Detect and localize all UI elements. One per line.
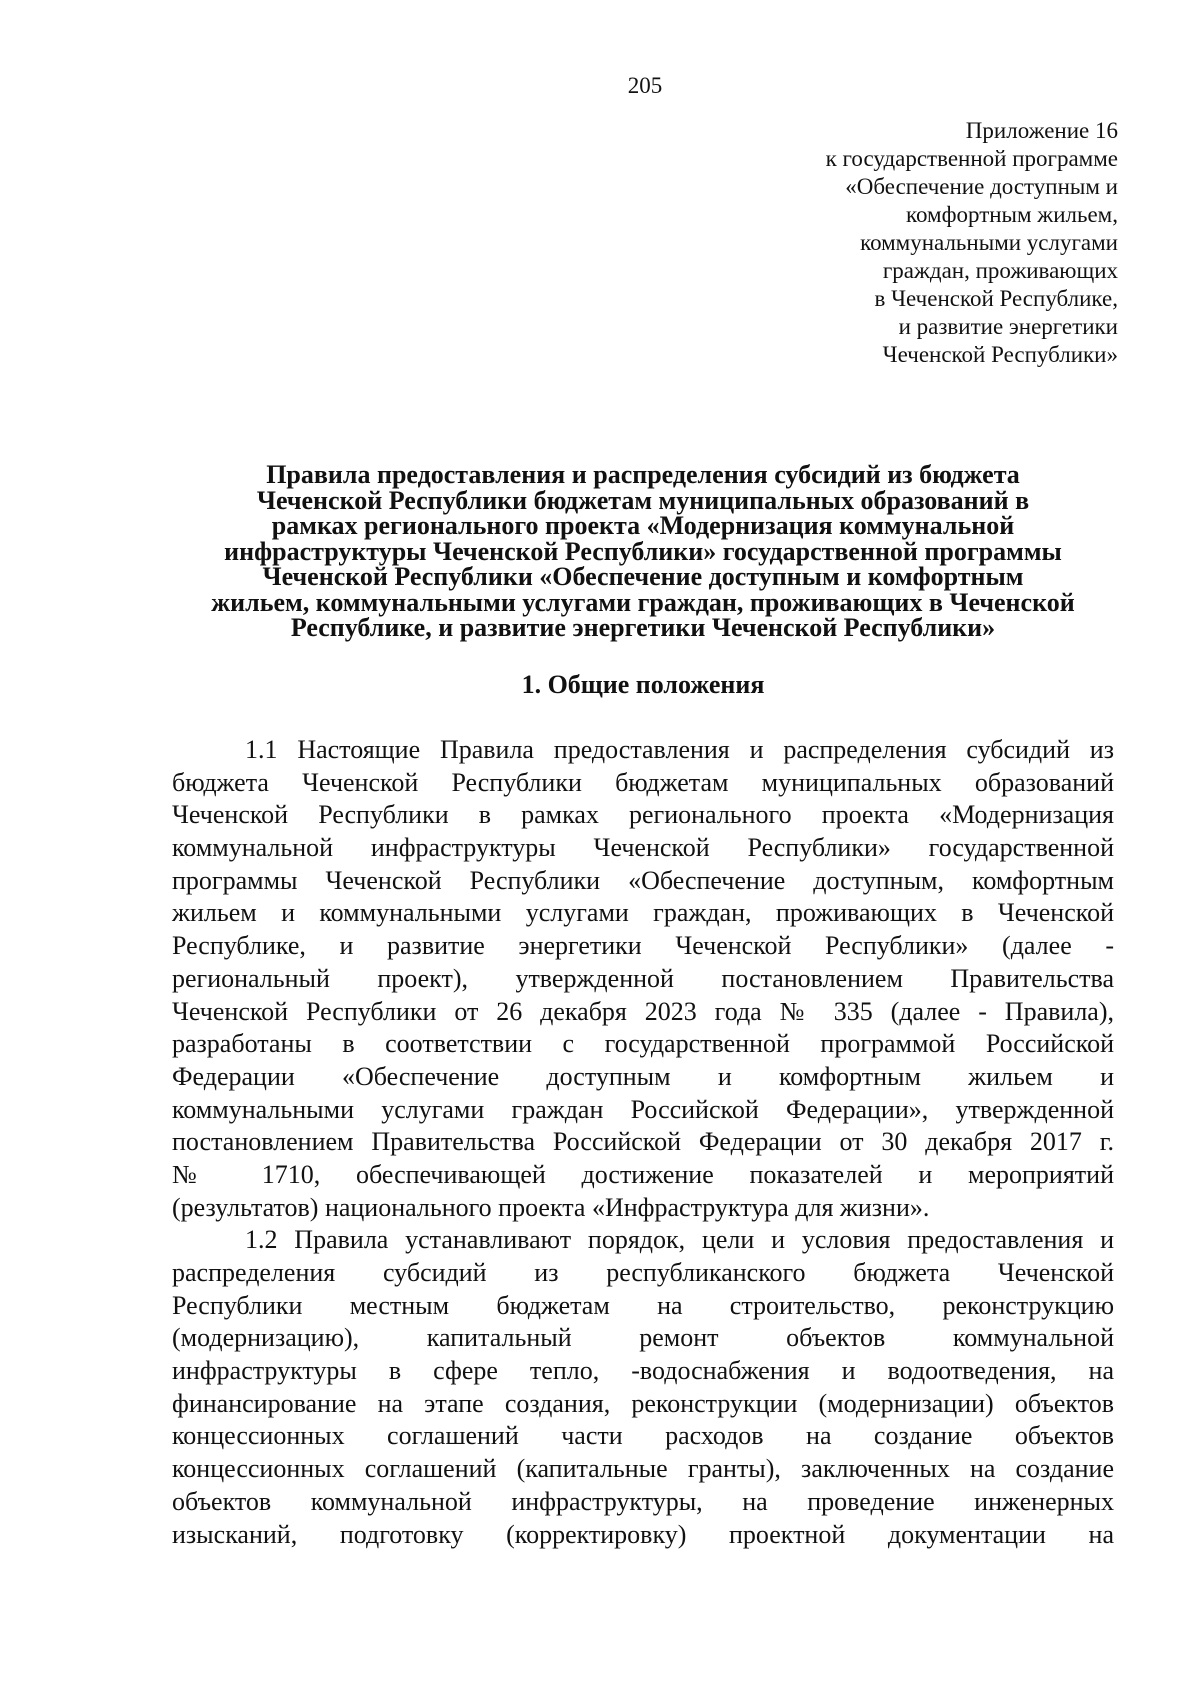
title-line: Чеченской Республики «Обеспечение доступным и комфортным — [262, 562, 1024, 591]
title-line: Правила предоставления и распределения субсидий из бюджета — [266, 460, 1020, 489]
appendix-line: и развитие энергетики — [898, 314, 1118, 339]
paragraph-line: региональный проект), утвержденной постановлением Правительства — [172, 963, 1114, 993]
appendix-line: комфортным жильем, — [905, 202, 1118, 227]
title-line: Республике, и развитие энергетики Чеченской Республики» — [290, 613, 996, 642]
paragraph-line: 1.2 Правила устанавливают порядок, цели и условия предоставления и — [245, 1225, 1114, 1255]
page-number: 205 — [627, 73, 663, 98]
paragraph-line: разработаны в соответствии с государственной программой Российской — [172, 1029, 1114, 1059]
appendix-line: в Чеченской Республике, — [874, 286, 1118, 311]
paragraph-line: 1.1 Настоящие Правила предоставления и распределения субсидий из — [245, 735, 1114, 764]
paragraph-line: (модернизацию), капитальный ремонт объектов коммунальной — [172, 1323, 1114, 1353]
paragraph-line: коммунальными услугами граждан Российской Федерации», утвержденной — [172, 1094, 1114, 1124]
appendix-line: «Обеспечение доступным и — [845, 174, 1118, 199]
paragraph-line: финансирование на этапе создания, реконструкции (модернизации) объектов — [172, 1388, 1114, 1418]
paragraph-line: распределения субсидий из республиканского бюджета Чеченской — [172, 1258, 1114, 1287]
title-line: жильем, коммунальными услугами граждан, проживающих в Чеченской — [211, 587, 1075, 617]
appendix-note — [698, 117, 1118, 369]
title-line: рамках регионального проекта «Модернизация коммунальной — [271, 511, 1015, 540]
paragraph-line: Федерации «Обеспечение доступным и комфортным жильем и — [172, 1061, 1114, 1091]
paragraph-line: Республики местным бюджетам на строительство, реконструкцию — [172, 1290, 1114, 1320]
paragraph-line: бюджета Чеченской Республики бюджетам муниципальных образований — [172, 767, 1114, 797]
paragraph-line: (результатов) национального проекта «Инфраструктура для жизни». — [172, 1192, 930, 1222]
document-title — [172, 462, 1114, 641]
paragraph-line: жильем и коммунальными услугами граждан, проживающих в Чеченской — [172, 898, 1114, 928]
paragraph-line: постановлением Правительства Российской Федерации от 30 декабря 2017 г. — [172, 1127, 1114, 1157]
paragraph-line: Чеченской Республики от 26 декабря 2023 года № 335 (далее - Правила), — [172, 996, 1114, 1026]
section-heading: 1. Общие положения — [521, 670, 765, 699]
paragraph-line: изысканий, подготовку (корректировку) проектной документации на — [172, 1519, 1114, 1549]
paragraph-line: № 1710, обеспечивающей достижение показателей и мероприятий — [172, 1159, 1114, 1189]
paragraph-line: коммунальной инфраструктуры Чеченской Республики» государственной — [172, 833, 1114, 863]
paragraph-line: Чеченской Республики в рамках регионального проекта «Модернизация — [172, 800, 1114, 830]
paragraph-line: объектов коммунальной инфраструктуры, на проведение инженерных — [172, 1486, 1114, 1516]
paragraph-line: инфраструктуры в сфере тепло, -водоснабжения и водоотведения, на — [172, 1356, 1114, 1386]
appendix-line: к государственной программе — [825, 146, 1118, 171]
title-line: Чеченской Республики бюджетам муниципальных образований в — [256, 485, 1030, 515]
appendix-line: Чеченской Республики» — [882, 342, 1118, 367]
paragraph-line: концессионных соглашений (капитальные гранты), заключенных на создание — [172, 1454, 1114, 1484]
appendix-line: коммунальными услугами — [860, 230, 1118, 255]
appendix-line: Приложение 16 — [965, 118, 1118, 143]
paragraph-line: концессионных соглашений части расходов на создание объектов — [172, 1421, 1114, 1451]
paragraph-1-1 — [172, 734, 1114, 1224]
paragraph-1-2 — [172, 1224, 1114, 1551]
paragraph-line: программы Чеченской Республики «Обеспечение доступным, комфортным — [172, 865, 1114, 895]
title-line: инфраструктуры Чеченской Республики» государственной программы — [224, 536, 1062, 566]
appendix-line: граждан, проживающих — [882, 258, 1118, 283]
paragraph-line: Республике, и развитие энергетики Чеченской Республики» (далее - — [172, 931, 1114, 961]
body-text — [172, 734, 1114, 1551]
